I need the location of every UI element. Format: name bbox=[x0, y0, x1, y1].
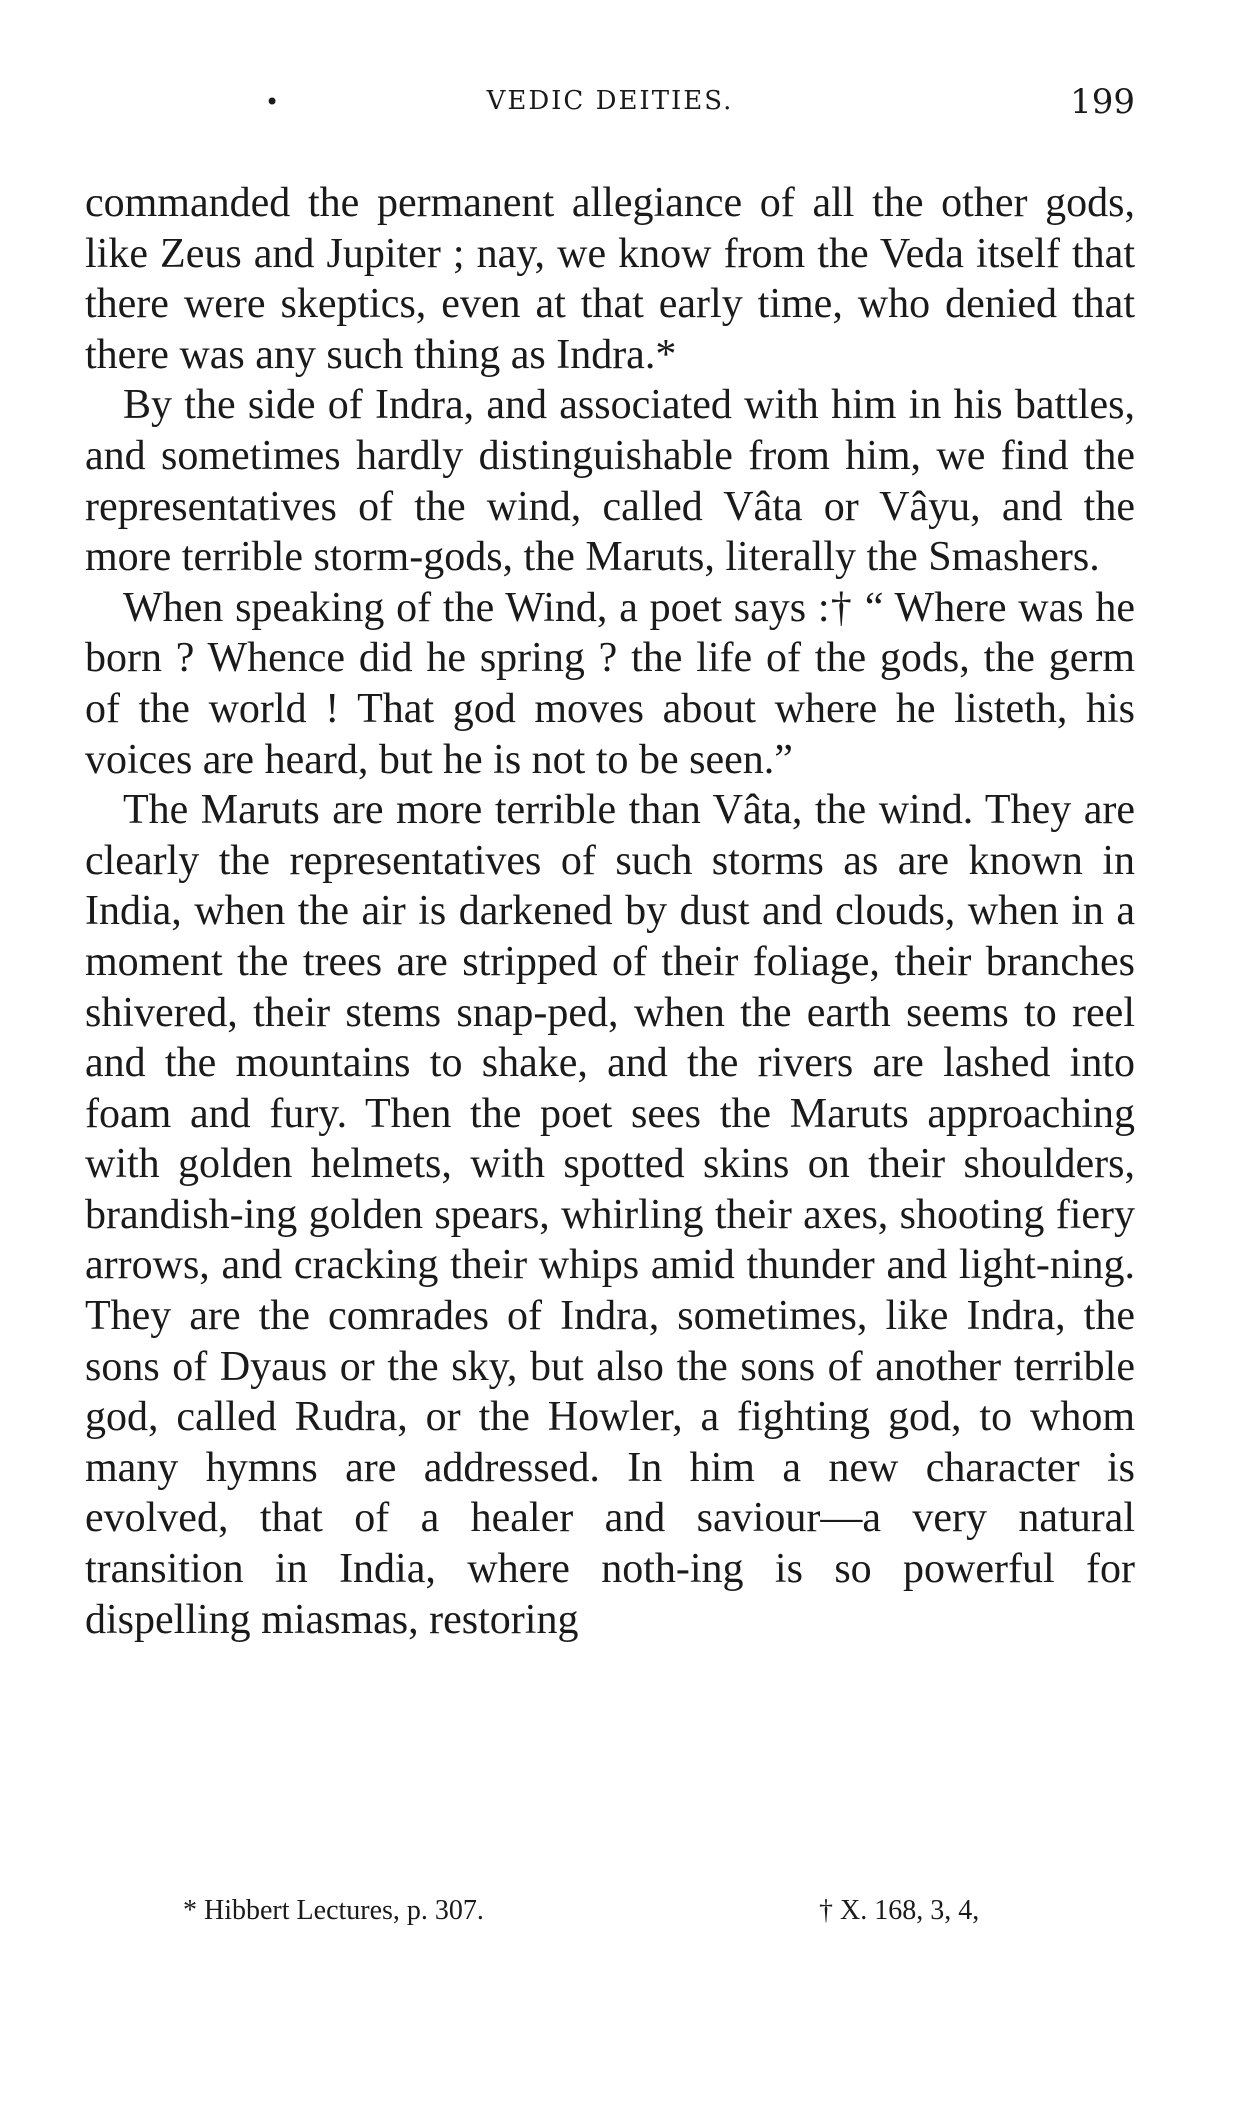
paragraph-wind-poet: When speaking of the Wind, a poet says :† “ Where was he born ? Whence did he spring ? the life of the gods, the germ of the world ! That god moves about where he listeth, his voices are heard, but he is not to be seen.” bbox=[85, 584, 1135, 783]
running-head-title: VEDIC DEITIES. bbox=[486, 86, 734, 116]
paragraph-maruts: The Maruts are more terrible than Vâta, the wind. They are clearly the representatives of such storms as are known in India, when the air is darkened by dust and clouds, when in a moment the trees are stripped of their foliage, their branches shivered, their stems snap-ped, when the earth seems to reel and the mountains to shake, and the rivers are lashed into foam and fury. Then the poet sees the Maruts approaching with golden helmets, with spotted skins on their shoulders, brandish-ing golden spears, whirling their axes, shooting fiery arrows, and cracking their whips amid thunder and light-ning. They are the comrades of Indra, sometimes, like Indra, the sons of Dyaus or the sky, but also the sons of another terrible god, called Rudra, or the Howler, a fighting god, to whom many hymns are addressed. In him a new character is evolved, that of a healer and saviour—a very natural transition in India, where noth-ing is so powerful for dispelling miasmas, restoring bbox=[85, 787, 1135, 1643]
page-number: 199 bbox=[1070, 82, 1135, 122]
footnotes bbox=[85, 1895, 1135, 1935]
footnote-star: * Hibbert Lectures, p. 307. bbox=[183, 1895, 484, 1926]
paragraph-indra-wind: By the side of Indra, and associated with him in his battles, and sometimes hardly distinguishable from him, we find the representatives of the wind, called Vâta or Vâyu, and the more terrible storm-gods, the Maruts, literally the Smashers. bbox=[85, 382, 1135, 581]
paragraph-continuation: commanded the permanent allegiance of all the other gods, like Zeus and Jupiter ; nay, we know from the Veda itself that there were skeptics, even at that early time, who denied that there was any such thing as Indra.* bbox=[85, 180, 1135, 378]
footnote-dagger: † X. 168, 3, 4, bbox=[819, 1895, 980, 1926]
header-ornament: • bbox=[265, 88, 280, 116]
running-head bbox=[85, 82, 1135, 132]
body-text bbox=[85, 178, 1135, 1645]
